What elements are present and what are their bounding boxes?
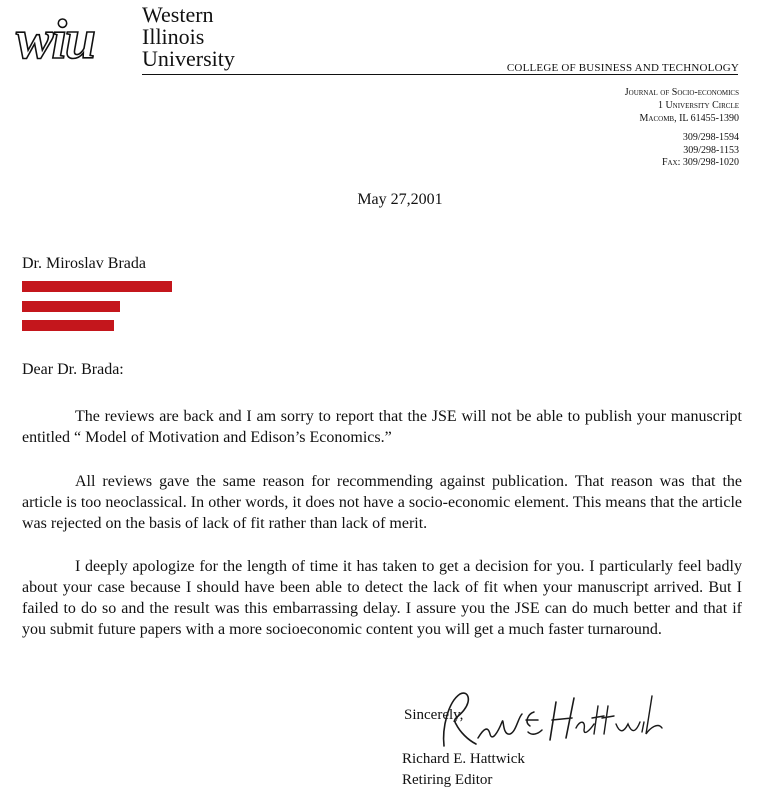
address-line-1: 1 University Circle <box>657 100 739 111</box>
journal-address-block <box>625 86 739 125</box>
salutation: Dear Dr. Brada: <box>22 361 124 378</box>
fax-label: Fax: <box>661 157 681 168</box>
wiu-logo <box>14 6 138 68</box>
body-paragraph-2: All reviews gave the same reason for recommending against publication. That reason was that the article is too neoclassical. In other words, it does not have a socio-economic element. This means that the article was rejected on the basis of lack of fit rather than lack of merit. <box>22 473 742 532</box>
university-name-line-3: University <box>142 46 235 71</box>
phone-2: 309/298-1153 <box>683 144 739 156</box>
university-name <box>142 4 235 70</box>
letter-date: May 27,2001 <box>357 191 443 208</box>
wiu-logo-text: wiu <box>16 9 95 68</box>
university-name-line-2: Illinois <box>142 24 205 49</box>
body-paragraph-3: I deeply apologize for the length of time it has taken to get a decision for you. I particularly feel badly about your case because I should have been able to detect the lack of fit when your manuscript arrived. But I failed to do so and the result was this embarrassing delay. I assure you the JSE can do much better and that if you submit future papers with a more socioeconomic content you will get a much faster turnaround. <box>22 558 742 638</box>
redacted-address-line-3 <box>22 320 114 331</box>
signer-title: Retiring Editor <box>402 772 493 788</box>
address-line-2: Macomb, IL 61455-1390 <box>639 113 739 124</box>
closing: Sincerely, <box>404 707 464 723</box>
journal-name: Journal of Socio-economics <box>624 87 739 98</box>
redacted-address-line-2 <box>22 301 120 312</box>
college-name: COLLEGE OF BUSINESS AND TECHNOLOGY <box>506 62 739 74</box>
fax-line <box>662 157 739 170</box>
body-paragraph-1: The reviews are back and I am sorry to report that the JSE will not be able to publish your manuscript entitled “ Model of Motivation and Edison’s Economics.” <box>22 408 742 446</box>
phone-1: 309/298-1594 <box>682 132 739 143</box>
phone-block <box>662 132 739 170</box>
letterhead-rule <box>142 74 738 75</box>
redacted-address-line-1 <box>22 281 172 292</box>
handwritten-signature <box>438 688 670 752</box>
recipient-name: Dr. Miroslav Brada <box>22 255 146 272</box>
university-name-line-1: Western <box>142 2 214 27</box>
fax-number: 309/298-1020 <box>682 157 739 168</box>
signer-name: Richard E. Hattwick <box>402 751 525 767</box>
